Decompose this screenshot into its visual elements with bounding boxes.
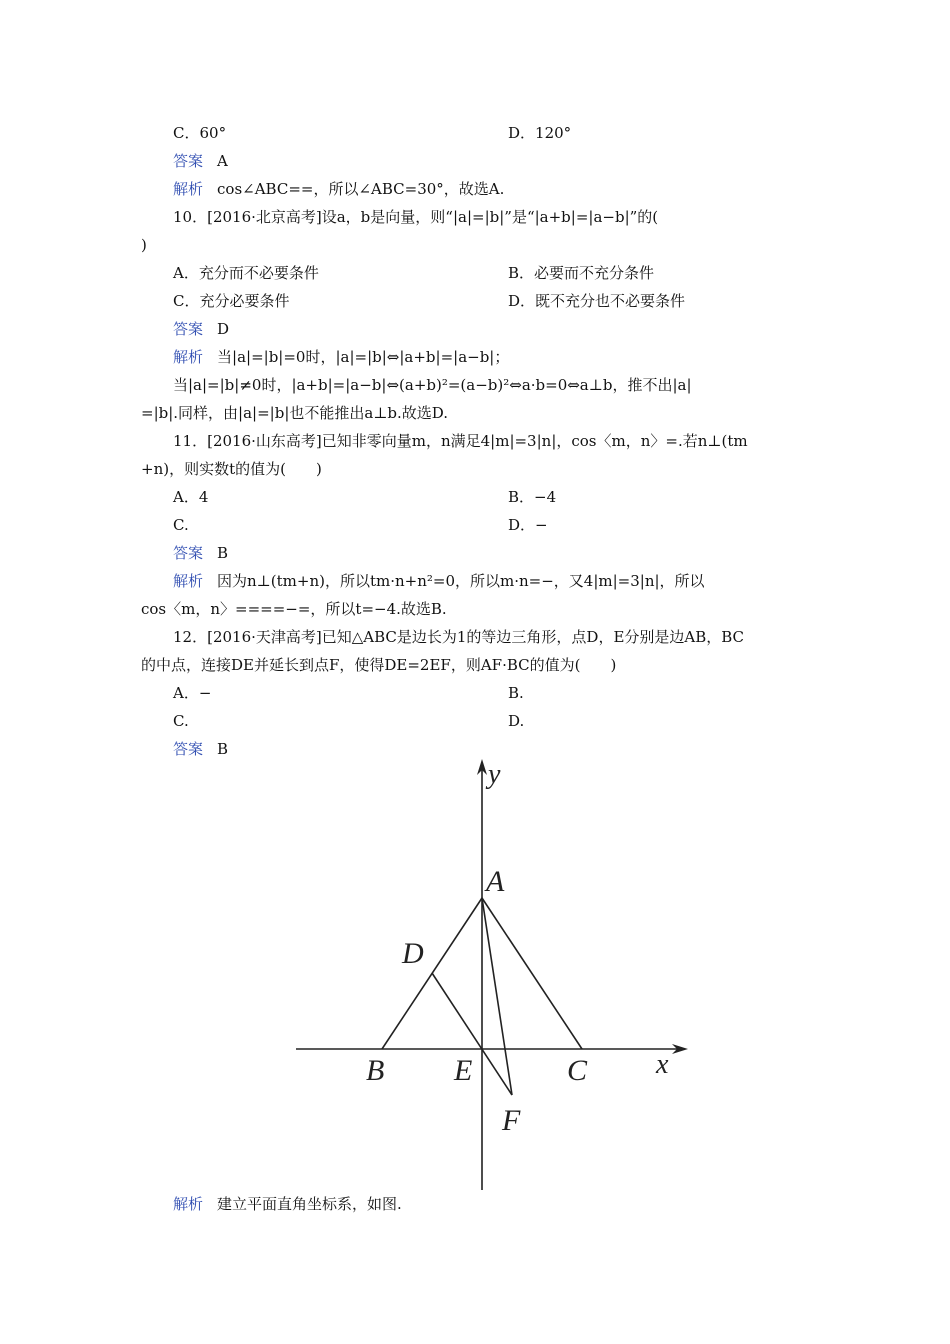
option-b-q10: B．必要而不充分条件	[508, 264, 655, 282]
label-e: E	[454, 1054, 473, 1087]
analysis-q10-line2: 当|a|=|b|≠0时，|a+b|=|a−b|⇔(a+b)²=(a−b)²⇔a·b=0⇔a⊥b，推不出|a|	[173, 376, 692, 394]
label-f: F	[502, 1104, 521, 1137]
question-12: 12．[2016·天津高考]已知△ABC是边长为1的等边三角形，点D，E分别是边AB，BC	[173, 628, 745, 646]
answer-tag: 答案	[173, 740, 204, 758]
question-11-cont: +n)，则实数t的值为( )	[141, 460, 322, 478]
coordinate-figure	[290, 755, 700, 1195]
label-b: B	[366, 1054, 385, 1087]
analysis-tag: 解析	[173, 572, 204, 590]
option-c-q12: C.	[173, 712, 189, 730]
segment-ac	[482, 898, 582, 1049]
question-12-cont: 的中点，连接DE并延长到点F，使得DE=2EF，则AF·BC的值为( )	[141, 656, 617, 674]
analysis-q10-line3: =|b|.同样，由|a|=|b|也不能推出a⊥b.故选D.	[141, 404, 449, 422]
label-c: C	[567, 1054, 588, 1087]
answer-q11	[173, 543, 228, 563]
answer-tag: 答案	[173, 152, 204, 170]
analysis-text: cos∠ABC==，所以∠ABC=30°，故选A.	[217, 180, 505, 198]
analysis-text: 建立平面直角坐标系，如图.	[217, 1195, 402, 1213]
option-d-q12: D.	[508, 712, 525, 730]
option-c-q9: C．60°	[173, 124, 227, 142]
analysis-text: 因为n⊥(tm+n)，所以tm·n+n²=0，所以m·n=−，又4|m|=3|n|，所以	[217, 572, 705, 590]
analysis-q11	[173, 571, 705, 591]
answer-tag: 答案	[173, 544, 204, 562]
option-d-q9: D．120°	[508, 124, 572, 142]
option-c-q10: C．充分必要条件	[173, 292, 290, 310]
analysis-q12	[173, 1194, 402, 1214]
option-a-q11: A．4	[173, 488, 209, 506]
answer-q10	[173, 319, 229, 339]
answer-value: B	[217, 740, 229, 758]
answer-value: D	[217, 320, 230, 338]
option-c-q11: C.	[173, 516, 189, 534]
answer-q12	[173, 739, 228, 759]
label-d: D	[402, 937, 424, 970]
option-b-q12: B.	[508, 684, 524, 702]
analysis-q10	[173, 347, 509, 367]
label-y: y	[488, 759, 501, 790]
analysis-q9	[173, 179, 504, 199]
label-a: A	[486, 865, 505, 898]
option-d-q10: D．既不充分也不必要条件	[508, 292, 686, 310]
analysis-tag: 解析	[173, 180, 204, 198]
option-a-q12: A．−	[173, 684, 212, 702]
option-d-q11: D．−	[508, 516, 548, 534]
answer-tag: 答案	[173, 320, 204, 338]
question-11: 11．[2016·山东高考]已知非零向量m，n满足4|m|=3|n|，cos〈m，n〉=.若n⊥(tm	[173, 432, 748, 450]
option-a-q10: A．充分而不必要条件	[173, 264, 319, 282]
analysis-q11-line2: cos〈m，n〉====−=，所以t=−4.故选B.	[141, 600, 447, 618]
answer-value: A	[217, 152, 228, 170]
analysis-tag: 解析	[173, 348, 204, 366]
question-10-cont: )	[141, 236, 147, 254]
label-x: x	[656, 1049, 669, 1080]
segment-af	[482, 898, 512, 1095]
option-b-q11: B．−4	[508, 488, 557, 506]
answer-value: B	[217, 544, 229, 562]
analysis-text: 当|a|=|b|=0时，|a|=|b|⇔|a+b|=|a−b|；	[217, 348, 510, 366]
analysis-tag: 解析	[173, 1195, 204, 1213]
answer-q9	[173, 151, 228, 171]
question-10: 10．[2016·北京高考]设a，b是向量，则“|a|=|b|”是“|a+b|=|a−b|”的(	[173, 208, 659, 226]
